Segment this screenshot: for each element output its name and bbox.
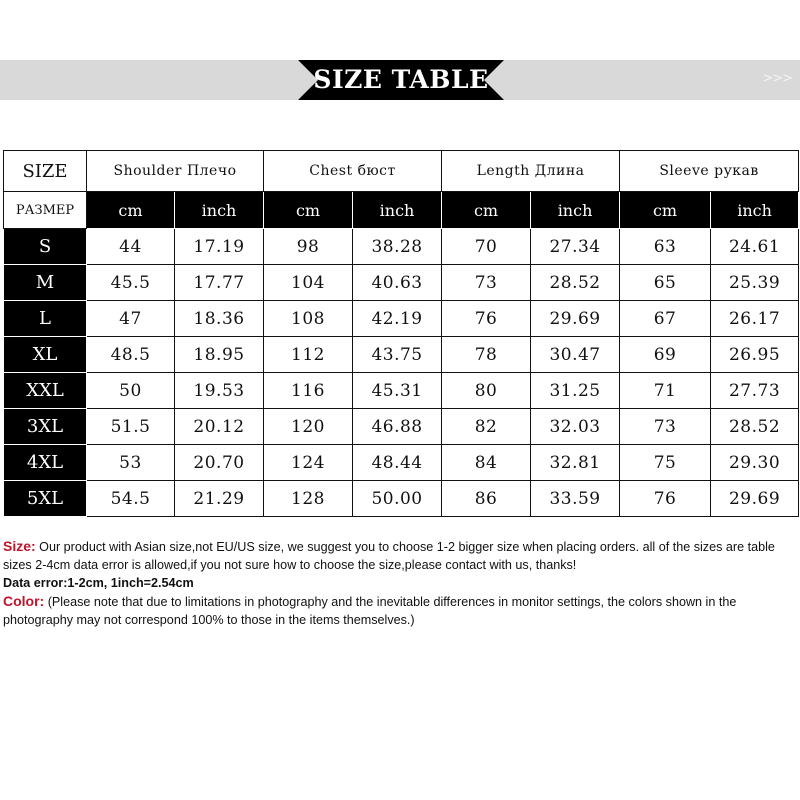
size-note: [3, 537, 798, 574]
size-label: 4XL: [4, 445, 87, 481]
size-label: S: [4, 229, 87, 265]
table-cell: 73: [442, 265, 531, 301]
table-cell: 63: [620, 229, 711, 265]
size-header-ru: РАЗМЕР: [4, 192, 87, 229]
unit-header: inch: [711, 192, 799, 229]
unit-header: inch: [175, 192, 264, 229]
table-cell: 71: [620, 373, 711, 409]
notes-section: [3, 537, 798, 629]
table-cell: 128: [264, 481, 353, 517]
table-cell: 38.28: [353, 229, 442, 265]
unit-header: cm: [442, 192, 531, 229]
table-cell: 30.47: [531, 337, 620, 373]
table-cell: 98: [264, 229, 353, 265]
table-row: [4, 301, 799, 337]
table-cell: 84: [442, 445, 531, 481]
size-label: M: [4, 265, 87, 301]
unit-header: cm: [620, 192, 711, 229]
table-cell: 28.52: [531, 265, 620, 301]
table-cell: 76: [442, 301, 531, 337]
table-row: [4, 481, 799, 517]
table-cell: 78: [442, 337, 531, 373]
size-label: XL: [4, 337, 87, 373]
group-label-en: Length: [476, 163, 530, 179]
group-header-shoulder: [87, 151, 264, 192]
table-cell: 67: [620, 301, 711, 337]
table-cell: 32.81: [531, 445, 620, 481]
table-cell: 112: [264, 337, 353, 373]
table-cell: 26.95: [711, 337, 799, 373]
table-cell: 25.39: [711, 265, 799, 301]
table-cell: 28.52: [711, 409, 799, 445]
table-cell: 20.70: [175, 445, 264, 481]
banner-title: SIZE TABLE: [313, 65, 489, 94]
table-cell: 46.88: [353, 409, 442, 445]
table-cell: 26.17: [711, 301, 799, 337]
table-cell: 29.69: [531, 301, 620, 337]
table-cell: 45.31: [353, 373, 442, 409]
table-cell: 31.25: [531, 373, 620, 409]
banner-arrows: >>>: [762, 71, 792, 86]
table-cell: 17.19: [175, 229, 264, 265]
table-cell: 33.59: [531, 481, 620, 517]
table-row: [4, 229, 799, 265]
size-table: [3, 150, 799, 517]
table-cell: 29.30: [711, 445, 799, 481]
table-cell: 24.61: [711, 229, 799, 265]
banner-title-ribbon: [298, 60, 504, 100]
size-label: 5XL: [4, 481, 87, 517]
table-cell: 80: [442, 373, 531, 409]
table-cell: 20.12: [175, 409, 264, 445]
unit-header: cm: [264, 192, 353, 229]
group-label-ru: Плечо: [186, 163, 237, 179]
table-cell: 54.5: [87, 481, 175, 517]
table-cell: 42.19: [353, 301, 442, 337]
table-cell: 53: [87, 445, 175, 481]
size-label: XXL: [4, 373, 87, 409]
table-cell: 27.34: [531, 229, 620, 265]
color-note: [3, 592, 798, 629]
unit-header: inch: [531, 192, 620, 229]
table-cell: 104: [264, 265, 353, 301]
table-cell: 21.29: [175, 481, 264, 517]
group-label-ru: Длина: [534, 163, 585, 179]
table-row: [4, 373, 799, 409]
table-row: [4, 265, 799, 301]
table-cell: 17.77: [175, 265, 264, 301]
table-cell: 40.63: [353, 265, 442, 301]
group-label-ru: бюст: [357, 163, 396, 179]
group-header-chest: [264, 151, 442, 192]
table-cell: 51.5: [87, 409, 175, 445]
table-cell: 76: [620, 481, 711, 517]
table-cell: 48.44: [353, 445, 442, 481]
table-cell: 19.53: [175, 373, 264, 409]
table-cell: 65: [620, 265, 711, 301]
table-cell: 120: [264, 409, 353, 445]
table-cell: 48.5: [87, 337, 175, 373]
group-label-en: Shoulder: [113, 163, 182, 179]
table-cell: 50.00: [353, 481, 442, 517]
table-row: [4, 409, 799, 445]
table-cell: 27.73: [711, 373, 799, 409]
data-error-note: Data error:1-2cm, 1inch=2.54cm: [3, 576, 194, 590]
table-cell: 18.95: [175, 337, 264, 373]
table-cell: 70: [442, 229, 531, 265]
size-header: SIZE: [4, 151, 87, 192]
table-cell: 86: [442, 481, 531, 517]
table-cell: 18.36: [175, 301, 264, 337]
group-label-ru: рукав: [714, 163, 759, 179]
unit-header: inch: [353, 192, 442, 229]
table-cell: 69: [620, 337, 711, 373]
color-note-label: Color:: [3, 593, 45, 609]
table-cell: 73: [620, 409, 711, 445]
table-cell: 50: [87, 373, 175, 409]
table-cell: 116: [264, 373, 353, 409]
table-cell: 75: [620, 445, 711, 481]
table-cell: 82: [442, 409, 531, 445]
table-cell: 108: [264, 301, 353, 337]
table-cell: 124: [264, 445, 353, 481]
table-cell: 32.03: [531, 409, 620, 445]
title-banner: [0, 60, 800, 100]
size-note-label: Size:: [3, 538, 36, 554]
table-row: [4, 445, 799, 481]
group-header-sleeve: [620, 151, 799, 192]
color-note-text: (Please note that due to limitations in photography and the inevitable differences in monitor settings, the colors shown in the photography may not correspond 100% to those in the items themselves.): [3, 595, 737, 627]
table-cell: 44: [87, 229, 175, 265]
unit-header: cm: [87, 192, 175, 229]
table-cell: 29.69: [711, 481, 799, 517]
size-label: 3XL: [4, 409, 87, 445]
table-cell: 43.75: [353, 337, 442, 373]
size-label: L: [4, 301, 87, 337]
group-label-en: Chest: [309, 163, 353, 179]
group-label-en: Sleeve: [659, 163, 710, 179]
table-cell: 47: [87, 301, 175, 337]
table-row: [4, 337, 799, 373]
table-cell: 45.5: [87, 265, 175, 301]
size-note-text: Our product with Asian size,not EU/US size, we suggest you to choose 1-2 bigger size when placing orders. all of the sizes are table sizes 2-4cm data error is allowed,if you not sure how to choose the size,please contact with us, thanks!: [3, 540, 775, 572]
group-header-length: [442, 151, 620, 192]
